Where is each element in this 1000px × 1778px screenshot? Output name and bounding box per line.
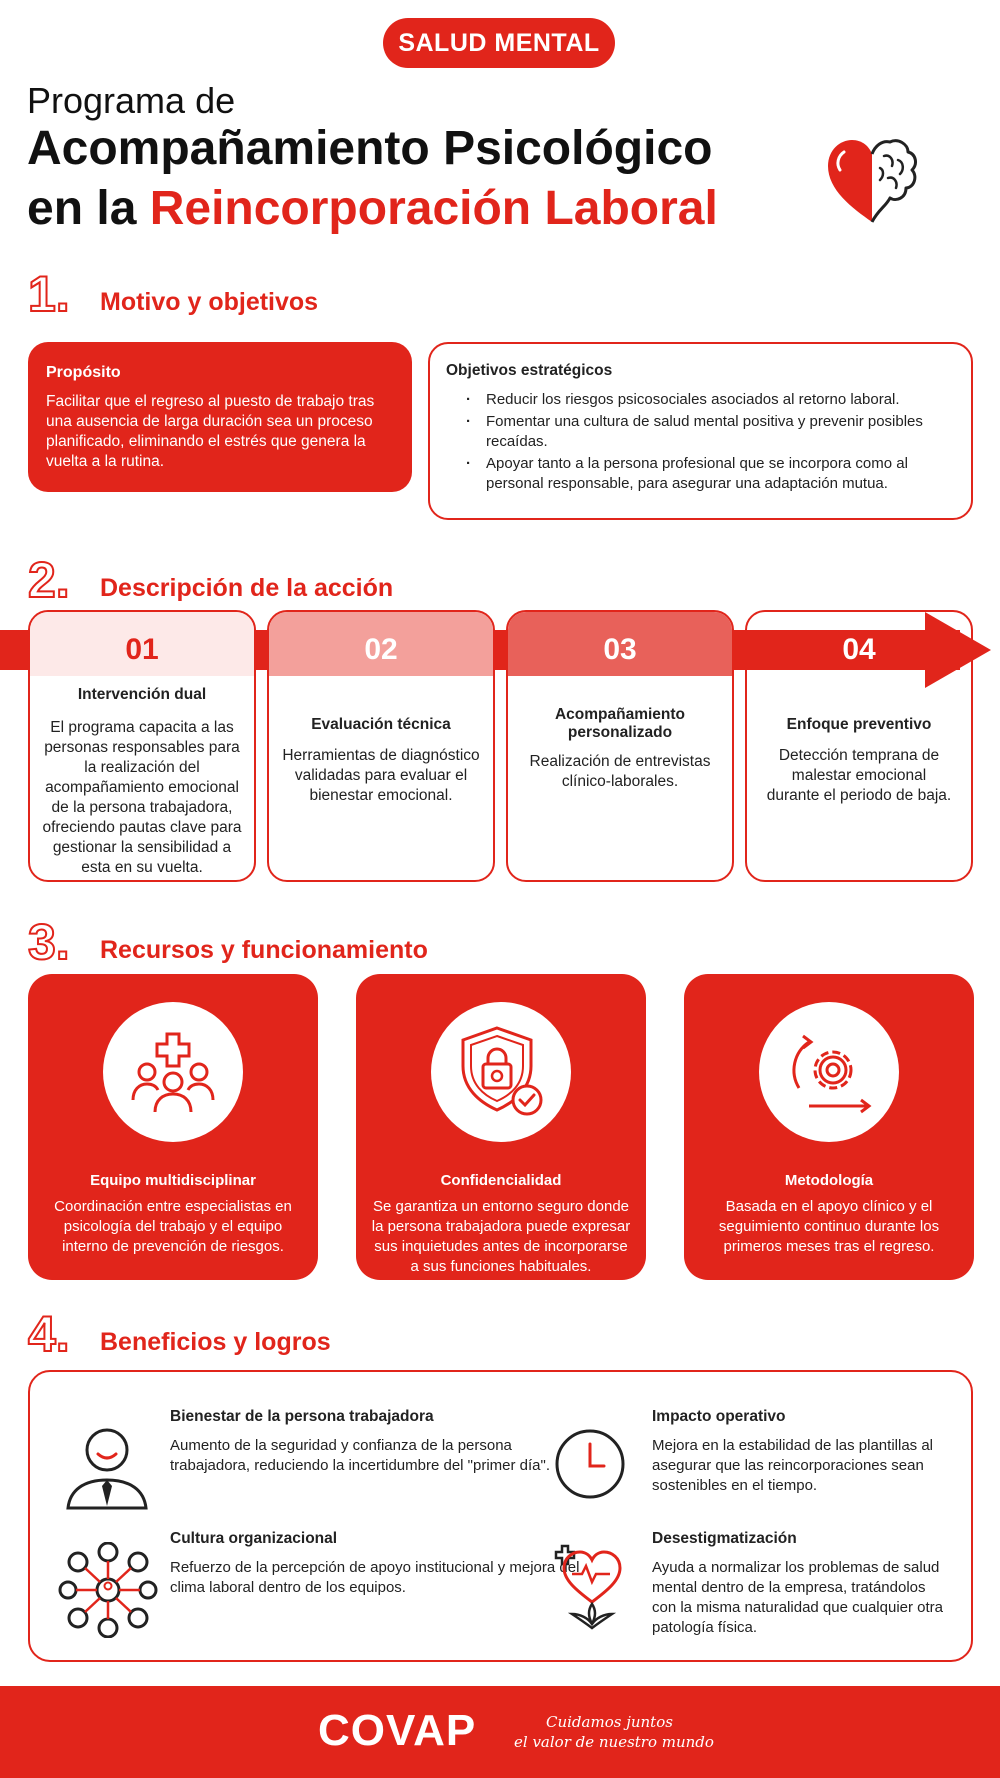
resource-heading: Confidencialidad	[440, 1172, 562, 1189]
objectives-card	[428, 342, 973, 520]
resource-heading: Equipo multidisciplinar	[90, 1172, 256, 1189]
slogan	[514, 1712, 714, 1752]
section-number: 4.	[28, 1306, 70, 1362]
resource-card-methodology	[684, 974, 974, 1280]
benefit-culture	[170, 1530, 590, 1598]
purpose-heading: Propósito	[46, 364, 121, 381]
section-number: 2.	[28, 552, 70, 608]
step-text: Detección temprana de malestar emocional durante el periodo de baja.	[766, 747, 952, 804]
clock-icon	[552, 1426, 628, 1502]
resource-card-team	[28, 974, 318, 1280]
section-4-title	[28, 1306, 331, 1362]
category-badge: SALUD MENTAL	[383, 18, 615, 68]
benefit-wellbeing	[170, 1408, 590, 1476]
heart-brain-icon	[822, 130, 922, 226]
step-card-4	[745, 610, 973, 882]
section-heading: Beneficios y logros	[100, 1328, 331, 1356]
resource-heading: Metodología	[784, 1172, 874, 1189]
step-heading: Enfoque preventivo	[786, 716, 932, 733]
objectives-list	[446, 390, 955, 494]
list-item: · Fomentar una cultura de salud mental positiva y prevenir posibles recaídas.	[446, 412, 955, 452]
resource-icon-circle	[759, 1002, 899, 1142]
section-heading: Descripción de la acción	[100, 574, 394, 602]
footer-bar	[0, 1686, 1000, 1778]
section-number: 1.	[28, 266, 70, 322]
title-line-3-prefix: en la	[27, 182, 150, 235]
step-text: El programa capacita a las personas responsables para la realización del acompañamiento emocional de la persona trabajadora, ofreciendo pautas clave para gestionar la sensibilidad a esta en su vuelta.	[42, 719, 242, 876]
team-medical-icon	[125, 1024, 221, 1120]
benefit-destigmatization	[652, 1530, 952, 1638]
benefit-heading: Bienestar de la persona trabajadora	[170, 1408, 434, 1425]
step-card-2	[267, 610, 495, 882]
gear-cycle-icon	[779, 1022, 879, 1122]
title-line-1: Programa de	[27, 80, 236, 121]
section-heading: Motivo y objetivos	[100, 288, 319, 316]
resource-icon-circle	[431, 1002, 571, 1142]
resource-card-confidentiality	[356, 974, 646, 1280]
list-item: · Reducir los riesgos psicosociales asociados al retorno laboral.	[446, 390, 955, 410]
step-card-1	[28, 610, 256, 882]
step-heading: Intervención dual	[77, 686, 207, 703]
heart-care-icon	[550, 1540, 634, 1632]
purpose-card	[28, 342, 412, 492]
resource-text: Coordinación entre especialistas en psicología del trabajo y el equipo interno de prevención de riesgos.	[54, 1198, 292, 1255]
network-people-icon	[58, 1542, 158, 1638]
step-heading: Evaluación técnica	[311, 716, 451, 733]
section-2-title	[28, 552, 394, 608]
section-heading: Recursos y funcionamiento	[100, 936, 428, 964]
covap-logo: COVAP	[318, 1706, 477, 1755]
benefit-text: Mejora en la estabilidad de las plantillas al asegurar que las reincorporaciones sean sostenibles en el tiempo.	[652, 1437, 934, 1494]
benefit-heading: Desestigmatización	[652, 1530, 797, 1547]
resource-text: Basada en el apoyo clínico y el seguimiento continuo durante los primeros meses tras el regreso.	[718, 1198, 940, 1255]
step-text: Realización de entrevistas clínico-laborales.	[529, 753, 711, 790]
benefit-heading: Impacto operativo	[652, 1408, 786, 1425]
slogan-line-1: Cuidamos juntos	[546, 1713, 673, 1731]
step-number: 04	[842, 633, 876, 666]
step-card-3	[506, 610, 734, 882]
benefit-heading: Cultura organizacional	[170, 1530, 338, 1547]
list-item: · Apoyar tanto a la persona profesional que se incorpora como al personal responsable, para asegurar una adaptación mutua.	[446, 454, 955, 494]
section-1-title	[28, 266, 319, 322]
step-heading: Acompañamiento personalizado	[554, 706, 686, 741]
title-line-3	[27, 182, 718, 236]
resource-icon-circle	[103, 1002, 243, 1142]
step-text: Herramientas de diagnóstico validadas para evaluar el bienestar emocional.	[282, 747, 480, 804]
step-number: 02	[269, 612, 493, 676]
slogan-line-2: el valor de nuestro mundo	[514, 1733, 714, 1751]
section-number: 3.	[28, 914, 70, 970]
benefit-operational	[652, 1408, 952, 1496]
section-3-title	[28, 914, 428, 970]
shield-lock-icon	[451, 1022, 551, 1122]
resource-text: Se garantiza un entorno seguro donde la persona trabajadora puede expresar sus inquietudes antes de incorporarse a sus funciones habituales.	[371, 1198, 631, 1275]
benefits-card	[28, 1370, 973, 1662]
benefit-text: Ayuda a normalizar los problemas de salud mental dentro de la empresa, tratándolos con la misma naturalidad que cualquier otra patología física.	[652, 1559, 943, 1636]
purpose-text: Facilitar que el regreso al puesto de trabajo tras una ausencia de larga duración sea un proceso planificado, eliminando el estrés que genera la vuelta a la rutina.	[46, 393, 375, 470]
objectives-heading: Objetivos estratégicos	[446, 362, 613, 379]
happy-worker-icon	[64, 1422, 150, 1512]
title-line-2: Acompañamiento Psicológico	[27, 122, 713, 175]
step-number: 01	[30, 612, 254, 676]
benefit-text: Aumento de la seguridad y confianza de la persona trabajadora, reduciendo la incertidumbre del "primer día".	[170, 1437, 551, 1474]
benefit-text: Refuerzo de la percepción de apoyo institucional y mejora del clima laboral dentro de los equipos.	[170, 1559, 580, 1596]
step-number: 03	[508, 612, 732, 676]
title-highlight: Reincorporación Laboral	[149, 182, 718, 235]
